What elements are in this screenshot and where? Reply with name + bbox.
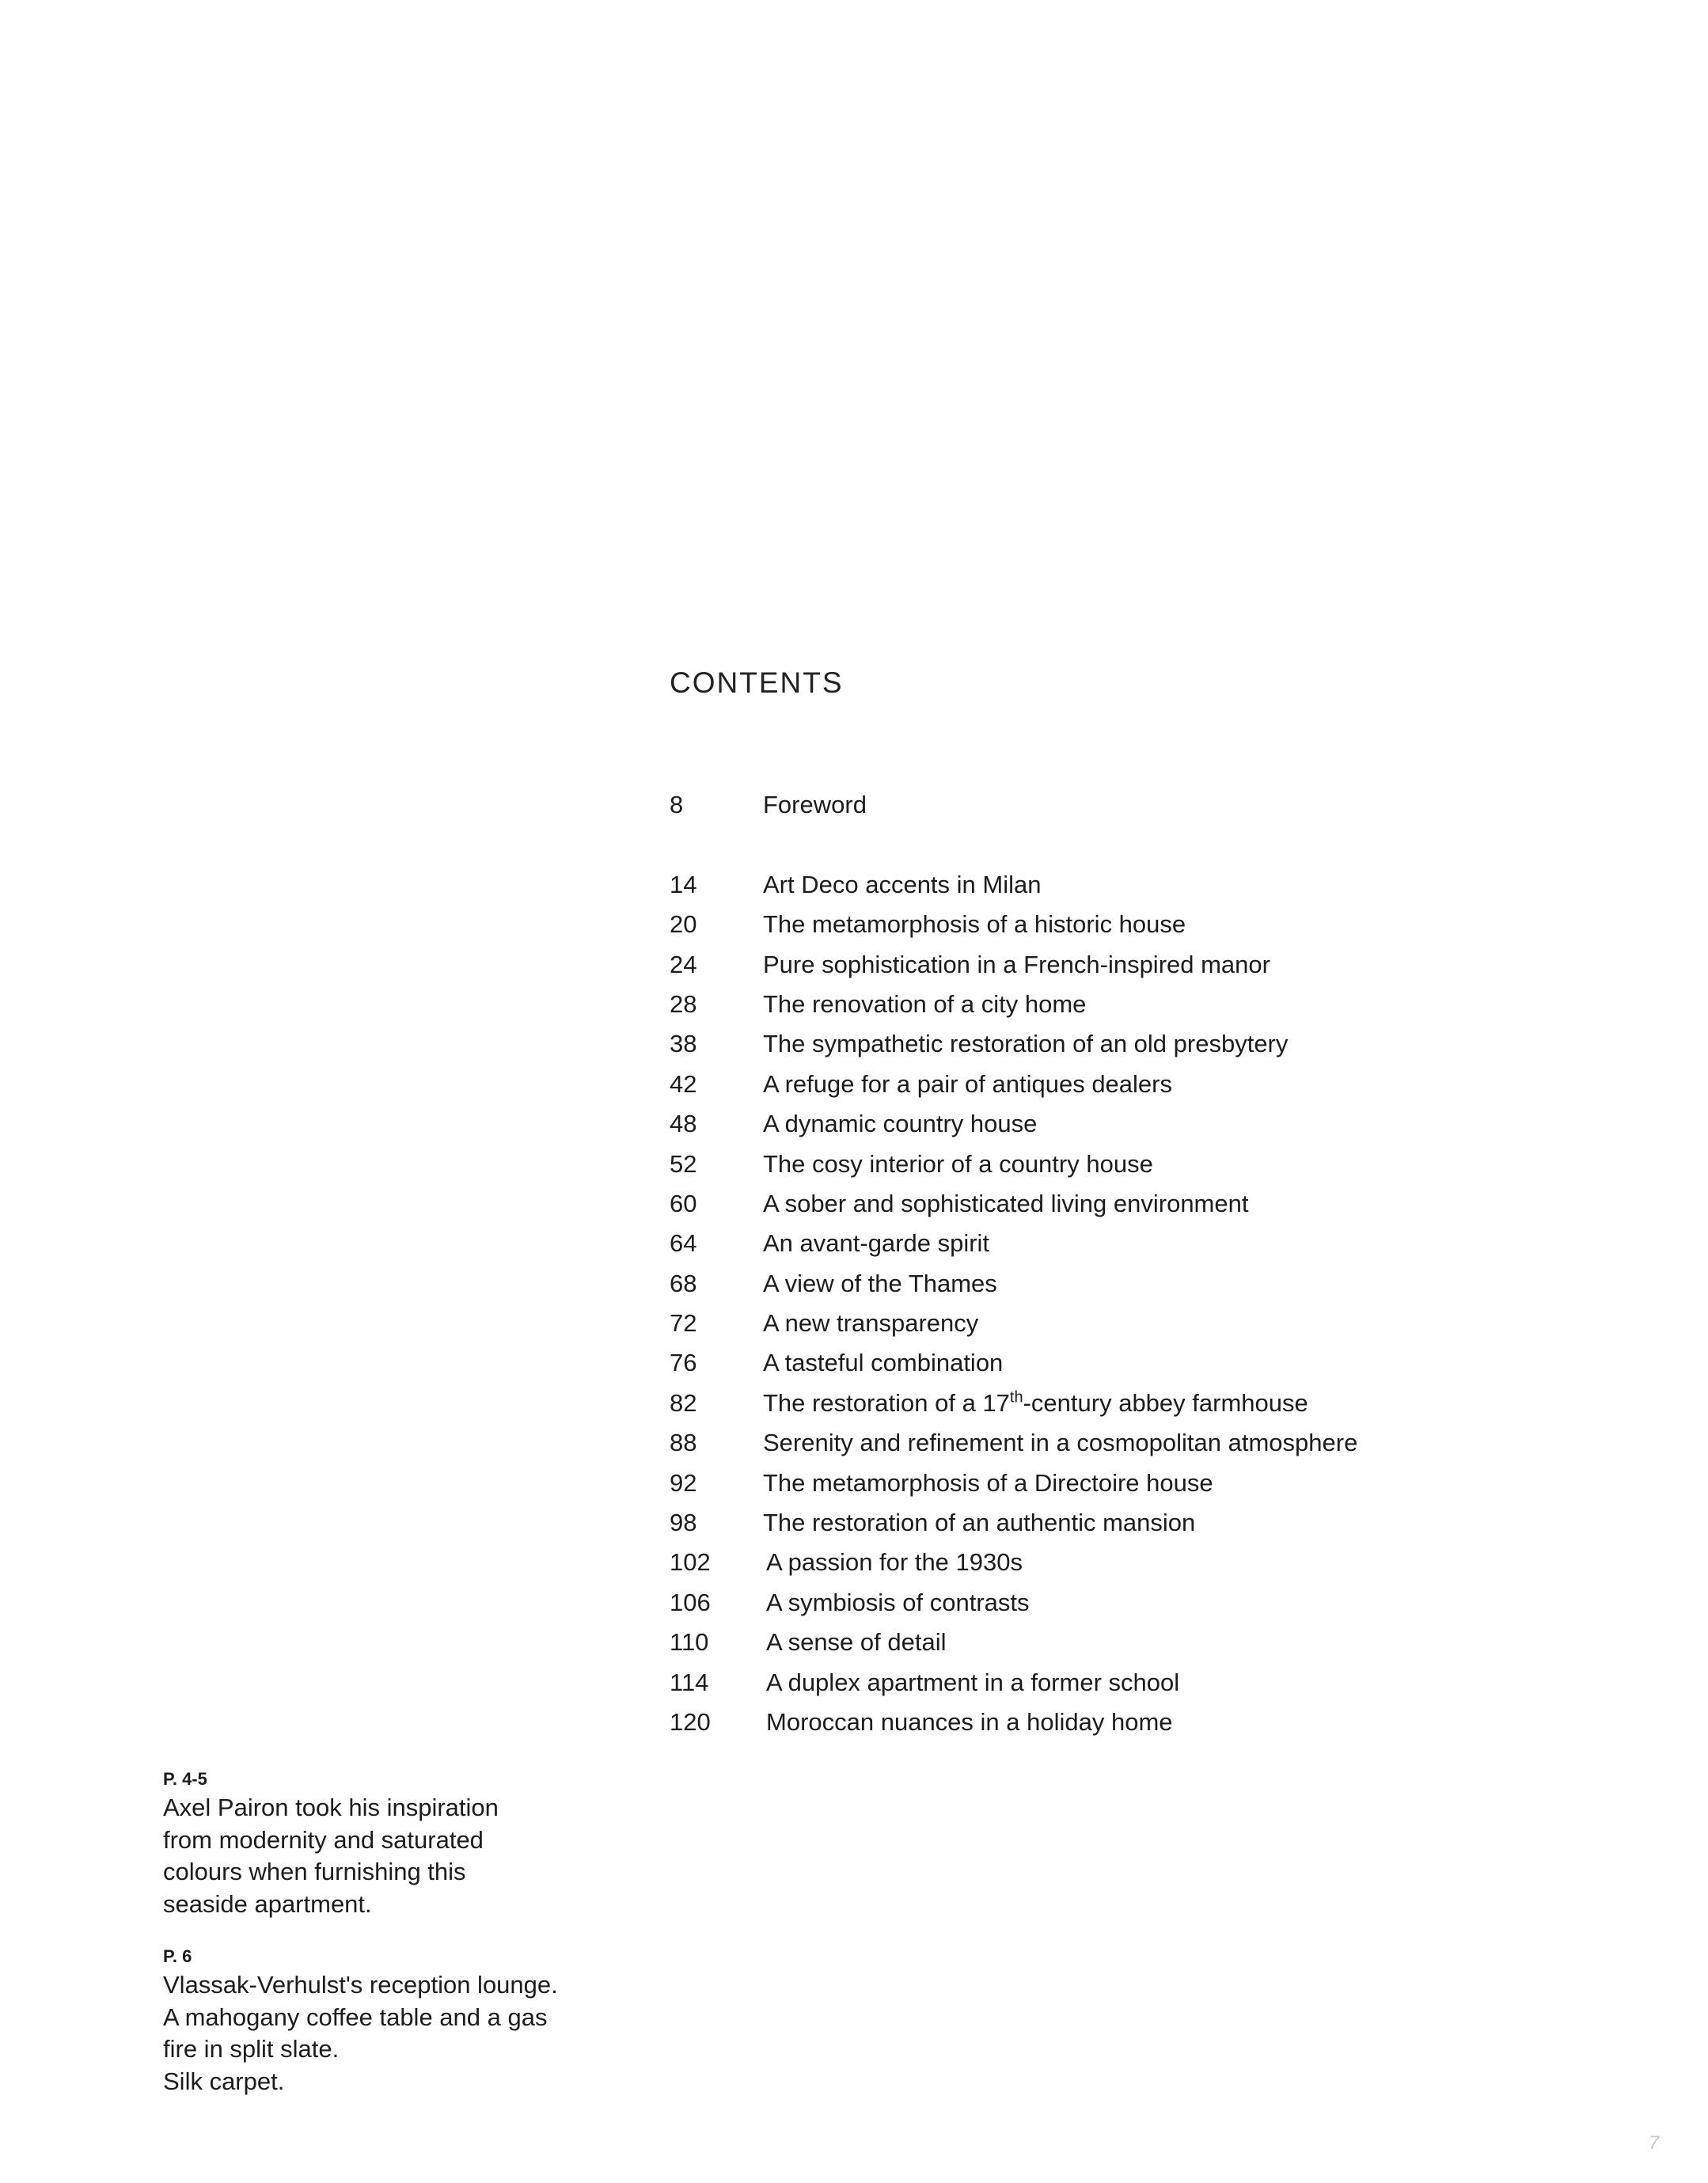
toc-title: The cosy interior of a country house: [763, 1149, 1153, 1178]
caption-p6: [163, 1944, 606, 2098]
toc-page-number: 60: [670, 1189, 697, 1217]
toc-title: Foreword: [763, 791, 867, 818]
toc-entry[interactable]: [670, 1543, 1357, 1582]
photo-captions: [163, 1767, 606, 2121]
caption-label: P. 6: [163, 1946, 192, 1966]
toc-entry[interactable]: [670, 1703, 1357, 1742]
toc-title: An avant-garde spirit: [763, 1229, 990, 1258]
toc-entry[interactable]: [670, 945, 1357, 985]
toc-entry[interactable]: [670, 1065, 1357, 1104]
toc-entry[interactable]: [670, 1503, 1357, 1543]
toc-page-number: 14: [670, 870, 697, 898]
toc-entry[interactable]: [670, 1145, 1357, 1184]
toc-page-number: 106: [670, 1588, 711, 1616]
toc-entries: [670, 865, 1357, 1743]
toc-title: [763, 1384, 1308, 1423]
toc-title: Art Deco accents in Milan: [763, 870, 1042, 898]
toc-title: A passion for the 1930s: [766, 1548, 1023, 1577]
spacer: [670, 825, 1357, 864]
caption-line: from modernity and saturated: [163, 1825, 484, 1854]
toc-page-number: 76: [670, 1349, 697, 1377]
caption-line: seaside apartment.: [163, 1889, 372, 1918]
toc-title: A new transparency: [763, 1309, 979, 1338]
toc-title-part: The restoration of a 17: [763, 1388, 1010, 1417]
toc-title: The restoration of an authentic mansion: [763, 1509, 1196, 1537]
toc-entry[interactable]: [670, 1304, 1357, 1343]
toc-entry[interactable]: [670, 1663, 1357, 1703]
caption-label: P. 4-5: [163, 1769, 207, 1789]
toc-page-number: 120: [670, 1707, 711, 1736]
toc-page-number: 64: [670, 1229, 697, 1258]
toc-page-number: 68: [670, 1269, 697, 1297]
toc-entry[interactable]: [670, 1184, 1357, 1224]
toc-title: A dynamic country house: [763, 1110, 1038, 1138]
toc-title: A tasteful combination: [763, 1349, 1004, 1377]
toc-title: The metamorphosis of a historic house: [763, 910, 1186, 939]
toc-page-number: 98: [670, 1509, 697, 1537]
toc-page-number: 88: [670, 1429, 697, 1457]
caption-line: fire in split slate.: [163, 2035, 340, 2063]
toc-title: A refuge for a pair of antiques dealers: [763, 1069, 1172, 1098]
toc-page-number: 114: [670, 1668, 709, 1696]
toc-title: Moroccan nuances in a holiday home: [766, 1707, 1173, 1736]
toc-page-number: 48: [670, 1110, 697, 1138]
caption-line: Silk carpet.: [163, 2067, 285, 2095]
caption-line: A mahogany coffee table and a gas: [163, 2003, 548, 2031]
contents-heading: CONTENTS: [670, 666, 844, 699]
toc-entry[interactable]: [670, 865, 1357, 905]
toc-page-number: 42: [670, 1069, 697, 1098]
toc-title-part: th: [1009, 1388, 1023, 1407]
toc-entry[interactable]: [670, 985, 1357, 1024]
toc-page-number: 72: [670, 1309, 697, 1338]
caption-line: colours when furnishing this: [163, 1858, 466, 1885]
toc-title: A view of the Thames: [763, 1269, 997, 1297]
toc-page-number: 8: [670, 791, 684, 818]
toc-title: A symbiosis of contrasts: [766, 1588, 1030, 1616]
toc-title: A sense of detail: [766, 1628, 947, 1657]
toc-entry[interactable]: [670, 1423, 1357, 1463]
toc-entry[interactable]: [670, 1623, 1357, 1662]
toc-page-number: 110: [670, 1628, 709, 1657]
toc-page-number: 28: [670, 989, 697, 1018]
toc-entry[interactable]: [670, 1224, 1357, 1263]
toc-page-number: 52: [670, 1149, 697, 1178]
toc-title: Pure sophistication in a French-inspired manor: [763, 950, 1270, 978]
toc-entry[interactable]: [670, 1384, 1357, 1423]
page-number: 7: [1649, 2132, 1660, 2154]
toc-page-number: 24: [670, 950, 697, 978]
toc-entry[interactable]: [670, 1264, 1357, 1304]
toc-title: The metamorphosis of a Directoire house: [763, 1468, 1213, 1497]
toc-page-number: 92: [670, 1468, 697, 1497]
toc-entry[interactable]: [670, 1464, 1357, 1503]
toc-entry[interactable]: [670, 1104, 1357, 1144]
toc-title: Serenity and refinement in a cosmopolitan atmosphere: [763, 1429, 1358, 1457]
toc-title: A duplex apartment in a former school: [766, 1668, 1180, 1696]
toc-entry[interactable]: [670, 1583, 1357, 1623]
toc-page-number: 38: [670, 1030, 697, 1058]
caption-line: Axel Pairon took his inspiration: [163, 1794, 499, 1821]
toc-title: The sympathetic restoration of an old presbytery: [763, 1030, 1289, 1058]
toc-page-number: 20: [670, 910, 697, 939]
table-of-contents: [670, 785, 1357, 1742]
toc-entry[interactable]: [670, 1343, 1357, 1383]
toc-page-number: 82: [670, 1388, 697, 1417]
toc-page-number: 102: [670, 1548, 711, 1577]
caption-line: Vlassak-Verhulst's reception lounge.: [163, 1971, 558, 1999]
toc-entry[interactable]: [670, 1024, 1357, 1064]
toc-title-part: -century abbey farmhouse: [1023, 1388, 1308, 1417]
toc-title: The renovation of a city home: [763, 989, 1087, 1018]
toc-title: A sober and sophisticated living environment: [763, 1189, 1249, 1217]
toc-entry[interactable]: [670, 905, 1357, 944]
toc-entry-foreword[interactable]: [670, 785, 1357, 825]
caption-p4-5: [163, 1767, 606, 1920]
